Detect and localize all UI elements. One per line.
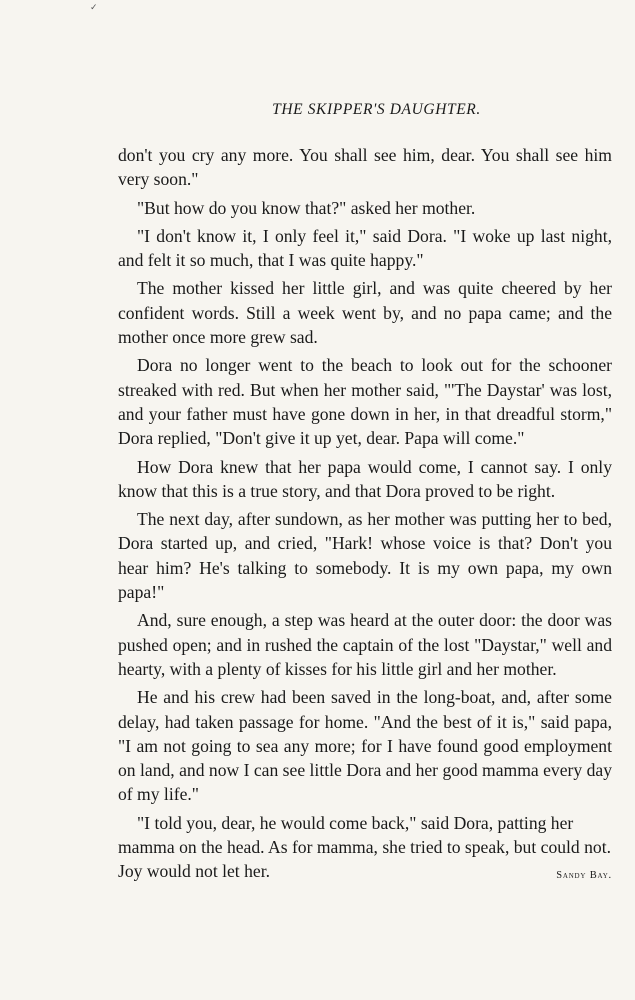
signature: Sandy Bay. [556,870,612,882]
running-head: THE SKIPPER'S DAUGHTER. [272,101,481,118]
paragraph: "I told you, dear, he would come back," said Dora, patting her mamma on the head. As for mamma, she tried to speak, but could not. Joy would not let her. [118,812,612,882]
body-text [118,143,612,889]
paragraph: The next day, after sundown, as her mother was putting her to bed, Dora started up, and cried, "Hark! whose voice is that? Don't you hear him? He's talking to somebody. It is my own papa, my own papa!" [118,509,612,603]
paragraph: And, sure enough, a step was heard at the outer door: the door was pushed open; and in rushed the captain of the lost "Daystar," well and hearty, with a plenty of kisses for his little girl and her mother. [118,610,612,679]
print-speck: ✓ [90,2,98,12]
paragraph: The mother kissed her little girl, and was quite cheered by her confident words. Still a week went by, and no papa came; and the mother once more grew sad. [118,278,612,348]
paragraph: How Dora knew that her papa would come, I cannot say. I only know that this is a true story, and that Dora proved to be right. [118,456,612,501]
paragraph: "I don't know it, I only feel it," said Dora. "I woke up last night, and felt it so much, that I was quite happy." [118,225,612,271]
paragraph-final [118,811,612,884]
paragraph: He and his crew had been saved in the long-boat, and, after some delay, had taken passage for home. "And the best of it is," said papa, "I am not going to sea any more; for I have found good employment on land, and now I can see little Dora and her good mamma every day of my life." [118,687,612,805]
paragraph: don't you cry any more. You shall see him, dear. You shall see him very soon." [118,145,612,190]
paragraph: Dora no longer went to the beach to look out for the schooner streaked with red. But when her mother said, "'The Daystar' was lost, and your father must have gone down in her, in that dreadful storm," Dora replied, "Don't give it up yet, dear. Papa will come." [118,355,612,449]
paragraph: "But how do you know that?" asked her mother. [137,197,476,218]
